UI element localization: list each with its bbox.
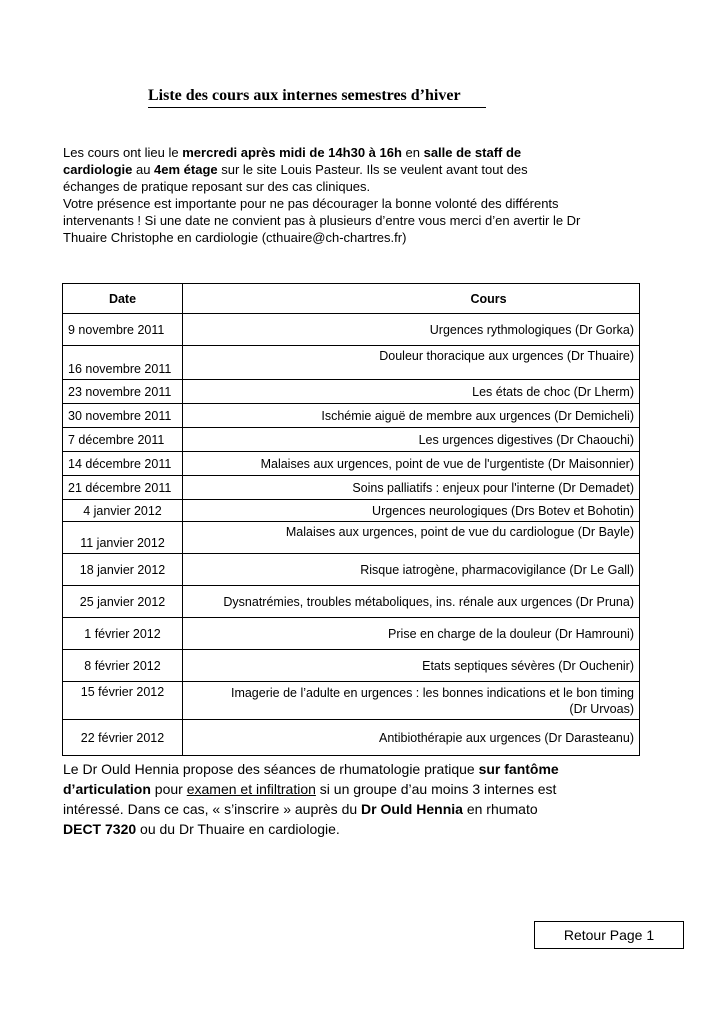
outro-bold-phantom: sur fantôme <box>478 761 559 777</box>
row-date: 25 janvier 2012 <box>63 586 183 618</box>
outro-line-3 <box>63 799 663 819</box>
row-date: 1 février 2012 <box>63 618 183 650</box>
table-row <box>63 586 640 618</box>
table-row <box>63 346 640 380</box>
row-cours: Malaises aux urgences, point de vue du cardiologue (Dr Bayle) <box>183 522 640 554</box>
table-header-row <box>63 284 640 314</box>
outro-text: Le Dr Ould Hennia propose des séances de rhumatologie pratique <box>63 761 479 777</box>
retour-page-1-button[interactable]: Retour Page 1 <box>534 921 684 949</box>
row-date: 7 décembre 2011 <box>63 428 183 452</box>
row-cours: Soins palliatifs : enjeux pour l'interne (Dr Demadet) <box>183 476 640 500</box>
row-cours: Risque iatrogène, pharmacovigilance (Dr Le Gall) <box>183 554 640 586</box>
row-cours: Prise en charge de la douleur (Dr Hamrouni) <box>183 618 640 650</box>
outro-text: intéressé. Dans ce cas, « s’inscrire » auprès du <box>63 801 362 817</box>
table-row <box>63 682 640 720</box>
row-date: 8 février 2012 <box>63 650 183 682</box>
intro-line-2 <box>63 161 663 178</box>
row-cours: Urgences rythmologiques (Dr Gorka) <box>183 314 640 346</box>
intro-text: Les cours ont lieu le <box>63 145 183 160</box>
row-date: 22 février 2012 <box>63 720 183 756</box>
outro-line-2 <box>63 779 663 799</box>
outro-line-4 <box>63 819 663 839</box>
row-cours: Les états de choc (Dr Lherm) <box>183 380 640 404</box>
row-date: 15 février 2012 <box>63 682 183 720</box>
row-date: 14 décembre 2011 <box>63 452 183 476</box>
header-cours: Cours <box>183 284 640 314</box>
table-row <box>63 476 640 500</box>
header-date: Date <box>63 284 183 314</box>
intro-line-6: Thuaire Christophe en cardiologie (cthuaire@ch-chartres.fr) <box>63 230 407 245</box>
intro-paragraph <box>63 144 663 246</box>
row-cours: Urgences neurologiques (Drs Botev et Bohotin) <box>183 500 640 522</box>
outro-text: pour <box>150 781 187 797</box>
title-underline <box>148 107 486 108</box>
intro-text: en <box>401 145 424 160</box>
row-cours: Malaises aux urgences, point de vue de l'urgentiste (Dr Maisonnier) <box>183 452 640 476</box>
row-date: 4 janvier 2012 <box>63 500 183 522</box>
intro-text: sur le site Louis Pasteur. Ils se veulent avant tout des <box>217 162 528 177</box>
row-cours: Etats septiques sévères (Dr Ouchenir) <box>183 650 640 682</box>
row-date: 9 novembre 2011 <box>63 314 183 346</box>
table-row <box>63 720 640 756</box>
outro-text: ou du Dr Thuaire en cardiologie. <box>136 821 340 837</box>
outro-line-1 <box>63 759 663 779</box>
intro-bold-time: mercredi après midi de 14h30 à 16h <box>182 145 402 160</box>
intro-bold-cardio: cardiologie <box>63 162 133 177</box>
row-date: 21 décembre 2011 <box>63 476 183 500</box>
table-row <box>63 404 640 428</box>
outro-text: en rhumato <box>462 801 538 817</box>
row-cours-line-2: (Dr Urvoas) <box>569 701 634 716</box>
outro-bold-articulation: d’articulation <box>63 781 151 797</box>
page-title: Liste des cours aux internes semestres d’hiver <box>148 87 461 104</box>
rhumato-paragraph <box>63 759 663 839</box>
outro-bold-dect: DECT 7320 <box>63 821 137 837</box>
row-cours: Ischémie aiguë de membre aux urgences (Dr Demicheli) <box>183 404 640 428</box>
table-row <box>63 500 640 522</box>
row-date: 30 novembre 2011 <box>63 404 183 428</box>
table-row <box>63 428 640 452</box>
table-row <box>63 554 640 586</box>
course-table <box>62 283 640 756</box>
table-row <box>63 314 640 346</box>
row-date: 11 janvier 2012 <box>63 522 183 554</box>
row-cours-line-1: Imagerie de l’adulte en urgences : les bonnes indications et le bon timing <box>230 685 634 700</box>
outro-text: si un groupe d’au moins 3 internes est <box>315 781 557 797</box>
intro-line-5: intervenants ! Si une date ne convient pas à plusieurs d’entre vous merci d’en avertir le Dr <box>63 213 581 228</box>
table-row <box>63 452 640 476</box>
table-row <box>63 380 640 404</box>
row-cours: Les urgences digestives (Dr Chaouchi) <box>183 428 640 452</box>
intro-line-3: échanges de pratique reposant sur des cas cliniques. <box>63 179 371 194</box>
intro-bold-floor: 4em étage <box>154 162 218 177</box>
intro-text: au <box>132 162 155 177</box>
outro-underline-exam: examen et infiltration <box>186 781 316 797</box>
row-cours: Antibiothérapie aux urgences (Dr Darasteanu) <box>183 720 640 756</box>
intro-bold-room: salle de staff de <box>423 145 522 160</box>
row-date: 23 novembre 2011 <box>63 380 183 404</box>
row-cours <box>183 682 640 720</box>
outro-bold-doctor: Dr Ould Hennia <box>361 801 463 817</box>
row-cours: Dysnatrémies, troubles métaboliques, ins. rénale aux urgences (Dr Pruna) <box>183 586 640 618</box>
table-row <box>63 650 640 682</box>
intro-line-4: Votre présence est importante pour ne pas décourager la bonne volonté des différents <box>63 196 559 211</box>
table-row <box>63 522 640 554</box>
row-date: 18 janvier 2012 <box>63 554 183 586</box>
table-row <box>63 618 640 650</box>
row-date: 16 novembre 2011 <box>63 346 183 380</box>
row-cours: Douleur thoracique aux urgences (Dr Thuaire) <box>183 346 640 380</box>
intro-line-1 <box>63 144 663 161</box>
